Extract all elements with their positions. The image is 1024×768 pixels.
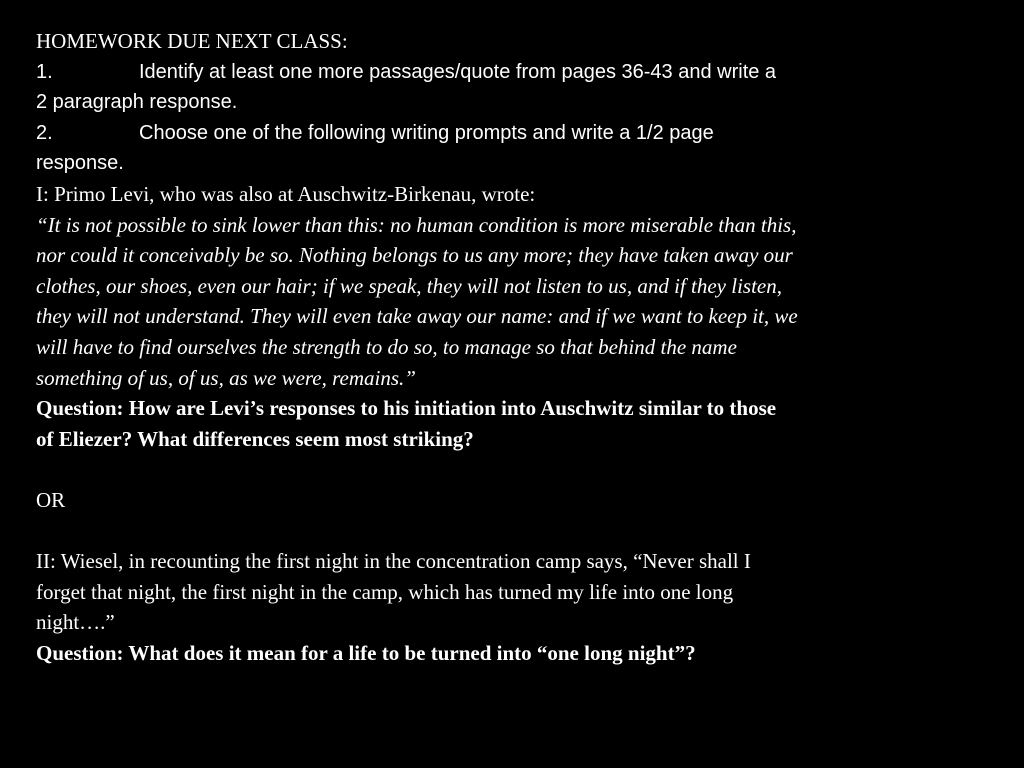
quote-line: “It is not possible to sink lower than this: no human condition is more miserable than this,: [36, 212, 797, 237]
prompt-two-line: forget that night, the first night in the camp, which has turned my life into one long: [36, 579, 734, 604]
task-item-1: [36, 57, 976, 118]
task-text: Choose one of the following writing prompts and write a 1/2 page: [139, 121, 714, 144]
quote-line: something of us, of us, as we were, remains.”: [36, 365, 416, 390]
quote-line: will have to find ourselves the strength to do so, to manage so that behind the name: [36, 334, 737, 359]
prompt-one-intro: I: Primo Levi, who was also at Auschwitz-Birkenau, wrote:: [36, 181, 536, 206]
task-item-2: [36, 118, 976, 179]
or-divider-label: OR: [36, 487, 66, 512]
question-line: Question: How are Levi’s responses to his initiation into Auschwitz similar to those: [36, 396, 777, 421]
task-text-continued: 2 paragraph response.: [36, 91, 238, 114]
prompt-one-question: [36, 393, 976, 454]
task-text-continued: response.: [36, 152, 124, 175]
slide-content: [36, 26, 976, 668]
spacer: [36, 454, 976, 485]
task-number: 2.: [36, 121, 53, 144]
spacer: [36, 516, 976, 547]
prompt-two-line: II: Wiesel, in recounting the first night in the concentration camp says, “Never shall I: [36, 549, 751, 574]
question-line: of Eliezer? What differences seem most striking?: [36, 426, 474, 451]
quote-line: nor could it conceivably be so. Nothing belongs to us any more; they have taken away our: [36, 243, 793, 268]
levi-quote: [36, 210, 976, 394]
homework-heading: HOMEWORK DUE NEXT CLASS:: [36, 29, 348, 53]
quote-line: clothes, our shoes, even our hair; if we speak, they will not listen to us, and if they listen,: [36, 273, 782, 298]
prompt-two-question: Question: What does it mean for a life to be turned into “one long night”?: [36, 640, 696, 665]
prompt-one: [36, 179, 976, 454]
task-text: Identify at least one more passages/quote from pages 36-43 and write a: [139, 60, 777, 83]
prompt-two-line: night….”: [36, 610, 115, 635]
prompt-two: [36, 546, 976, 668]
quote-line: they will not understand. They will even take away our name: and if we want to keep it, we: [36, 304, 798, 329]
task-number: 1.: [36, 60, 53, 83]
